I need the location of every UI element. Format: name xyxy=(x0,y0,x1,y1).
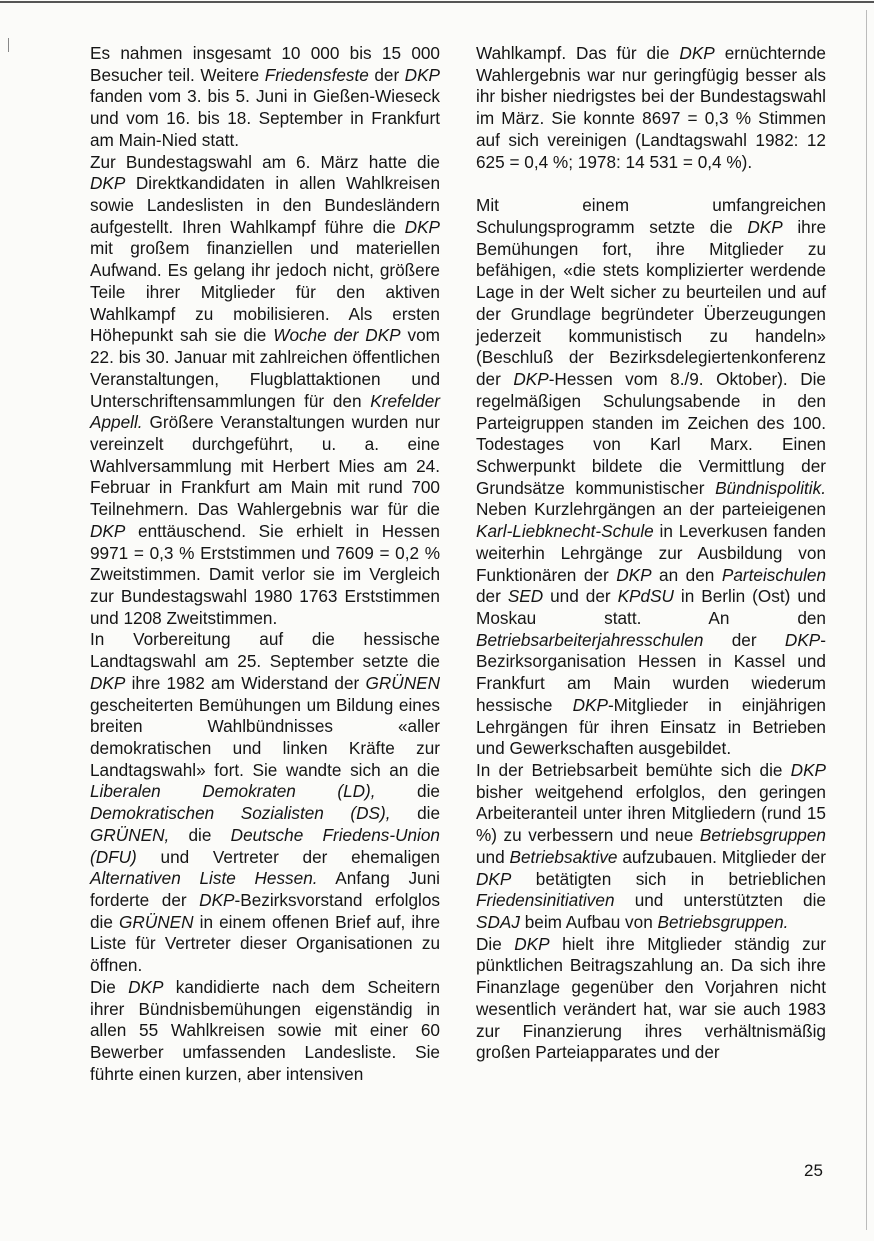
text-run: aufzubauen. Mitglieder der xyxy=(617,846,826,867)
emphasized-term: Betriebsarbeiterjahresschulen xyxy=(476,629,704,650)
left-text-column xyxy=(90,43,440,1086)
top-edge-rule xyxy=(0,1,874,3)
text-run: ihre Bemühungen fort, ihre Mitglieder zu befähigen, «die stets komplizierter werdende Lage in der Welt sicher zu beurteilen und auf der Grundlage begründeter Überzeugungen jederzeit kommunistisch zu handeln» (Beschluß der Bezirksdelegiertenkonferenz der xyxy=(476,217,827,390)
text-run: Neben Kurzlehrgängen an der parteieigenen xyxy=(476,499,826,520)
text-run: -Bezirksvorstand erfolglos die xyxy=(90,890,440,932)
text-run: vom 22. bis 30. Januar mit zahlreichen öffentlichen Veranstaltungen, Flugblattaktionen und Unterschriftensammlungen für den xyxy=(90,325,440,411)
text-run: enttäuschend. Sie erhielt in Hessen 9971 = 0,3 % Erststimmen und 7609 = 0,2 % Zweitstimmen. Damit verlor sie im Vergleich zur Bundestagswahl 1980 1763 Erststimmen und 1208 Zweitstimmen. xyxy=(90,520,440,628)
emphasized-term: Demokratischen Sozialisten (DS), xyxy=(90,803,391,824)
paragraph xyxy=(90,152,440,630)
page-number: 25 xyxy=(804,1161,823,1180)
emphasized-term: SDAJ xyxy=(476,912,520,933)
text-run: und Vertreter der ehemaligen xyxy=(136,846,440,867)
paragraph xyxy=(476,934,826,1064)
text-run: an den xyxy=(651,564,722,585)
emphasized-term: Betriebsgruppen xyxy=(699,825,826,846)
text-run: hielt ihre Mitglieder ständig zur pünktlichen Beitragszahlung an. Da sich ihre Finanzlage gegenüber den Vorjahren nicht wesentlich verändert hat, war sie auch 1983 zur Finanzierung ihres verhältnismäßig großen Parteiapparates und der xyxy=(476,933,826,1063)
emphasized-term: DKP xyxy=(572,694,608,715)
paragraph xyxy=(476,43,826,173)
text-run: Direktkandidaten in allen Wahlkreisen sowie Landeslisten in den Bundesländern aufgestellt. Ihren Wahlkampf führe die xyxy=(90,173,440,237)
emphasized-term: Betriebsaktive xyxy=(509,846,618,867)
emphasized-term: GRÜNEN xyxy=(119,911,194,932)
text-run: die xyxy=(169,824,231,845)
emphasized-term: DKP xyxy=(404,64,440,85)
text-run: Wahlkampf. Das für die xyxy=(476,43,680,63)
text-run: in Leverkusen fanden weiterhin Lehrgänge zur Ausbildung von Funktionären der xyxy=(476,521,826,585)
text-run: gescheiterten Bemühungen um Bildung eines breiten Wahlbündnisses «aller demokratischen und linken Kräfte zur Landtagswahl» fort. Sie wandte sich an die xyxy=(90,694,440,780)
scan-right-edge xyxy=(866,10,867,1230)
emphasized-term: Friedensfeste xyxy=(264,64,369,85)
text-run: die xyxy=(390,803,441,824)
emphasized-term: Krefelder Appell. xyxy=(90,390,440,433)
paragraph xyxy=(90,629,440,977)
emphasized-term: Liberalen Demokraten (LD), xyxy=(90,781,376,802)
emphasized-term: DKP xyxy=(513,369,549,390)
emphasized-term: DKP xyxy=(128,976,164,997)
right-text-column xyxy=(476,43,826,1064)
text-run: mit großem finanziellen und materiellen Aufwand. Es gelang ihr jedoch nicht, größere Teile ihrer Mitglieder für den aktiven Wahlkampf zu mobilisieren. Als ersten Höhepunkt sah sie die xyxy=(90,238,440,346)
text-run: kandidierte nach dem Scheitern ihrer Bündnisbemühungen eigenständig in allen 55 Wahlkreisen sowie mit einer 60 Bewerber umfassenden Landesliste. Sie führte einen kurzen, aber intensiven xyxy=(90,976,440,1084)
text-run: und unterstützten die xyxy=(614,890,826,911)
text-run: der xyxy=(368,64,405,85)
emphasized-term: Karl-Liebknecht-Schule xyxy=(476,521,654,542)
text-run: Es nahmen insgesamt 10 000 bis 15 000 Besucher teil. Weitere xyxy=(90,43,440,85)
emphasized-term: Parteischulen xyxy=(721,564,826,585)
text-run: in Berlin (Ost) und Moskau statt. An den xyxy=(476,586,826,628)
emphasized-term: Alternativen Liste Hessen. xyxy=(90,868,318,889)
emphasized-term: DKP xyxy=(90,672,126,693)
text-run: bisher weitgehend erfolglos, den geringen Arbeiteranteil unter ihren Mitgliedern (rund 15 %) zu verbessern und neue xyxy=(476,781,826,846)
text-run: der xyxy=(476,586,508,607)
paragraph xyxy=(476,195,826,760)
emphasized-term: DKP xyxy=(90,173,126,194)
emphasized-term: SED xyxy=(507,586,544,607)
emphasized-term: DKP xyxy=(679,43,715,63)
scan-margin-mark xyxy=(8,38,9,52)
text-run: In Vorbereitung auf die hessische Landtagswahl am 25. September setzte die xyxy=(90,629,440,672)
text-run: betätigten sich in betrieblichen xyxy=(511,868,826,889)
text-run: ernüchternde Wahlergebnis war nur geringfügig besser als ihr bisher niedrigstes bei der Bundestagswahl im März. Sie konnte 8697 = 0,3 % Stimmen auf sich vereinigen (Landtagswahl 1982: 12 625 = 0,4 %; 1978: 14 531 = 0,4 %). xyxy=(476,43,826,172)
emphasized-term: GRÜNEN xyxy=(365,672,440,693)
emphasized-term: DKP xyxy=(476,868,512,889)
text-run: Die xyxy=(476,933,515,954)
text-run: Größere Veranstaltungen wurden nur vereinzelt durchgeführt, u. a. eine Wahlversammlung mit Herbert Mies am 24. Februar in Frankfurt am Main mit rund 700 Teilnehmern. Das Wahlergebnis war für die xyxy=(90,412,440,520)
emphasized-term: DKP xyxy=(790,760,826,780)
text-run: -Hessen vom 8./9. Oktober). Die regelmäßigen Schulungsabende in den Parteigruppen standen im Zeichen des 100. Todestages von Karl Marx. Einen Schwerpunkt bildete die Vermittlung der Grundsätze kommunistischer xyxy=(476,369,826,498)
text-run: fanden vom 3. bis 5. Juni in Gießen-Wieseck und vom 16. bis 18. September in Frankfurt am Main-Nied statt. xyxy=(90,86,440,150)
emphasized-term: Betriebsgruppen. xyxy=(657,912,789,933)
emphasized-term: DKP xyxy=(514,933,550,954)
emphasized-term: Deutsche Friedens-Union (DFU) xyxy=(90,824,440,867)
emphasized-term: Bündnispolitik. xyxy=(715,477,826,498)
emphasized-term: DKP xyxy=(784,629,821,650)
emphasized-term: DKP xyxy=(90,520,126,541)
text-run: und xyxy=(476,846,510,867)
emphasized-term: GRÜNEN, xyxy=(90,824,170,845)
emphasized-term: DKP xyxy=(199,890,235,911)
emphasized-term: DKP xyxy=(616,564,652,585)
text-run: -Bezirksorganisation Hessen in Kassel und Frankfurt am Main wurden wiederum hessische xyxy=(476,629,826,715)
text-run: ihre 1982 am Widerstand der xyxy=(125,672,366,693)
text-run: -Mitglieder in einjährigen Lehrgängen für ihren Einsatz in Betrieben und Gewerkschaften ausgebildet. xyxy=(476,694,826,759)
paragraph xyxy=(476,760,826,934)
emphasized-term: KPdSU xyxy=(617,586,674,607)
text-run: Anfang Juni forderte der xyxy=(90,868,440,911)
emphasized-term: DKP xyxy=(747,217,783,238)
text-run: beim Aufbau von xyxy=(519,912,658,933)
text-run: Zur Bundestagswahl am 6. März hatte die xyxy=(90,151,440,172)
text-run: Die xyxy=(90,976,129,997)
emphasized-term: Woche der DKP xyxy=(273,325,401,346)
paragraph xyxy=(90,43,440,152)
text-run: In der Betriebsarbeit bemühte sich die xyxy=(476,760,791,780)
emphasized-term: Friedensinitiativen xyxy=(476,890,615,911)
text-run: der xyxy=(703,629,785,650)
text-run: die xyxy=(375,781,440,802)
text-run: in einem offenen Brief auf, ihre Liste für Vertreter dieser Organisationen zu öffnen. xyxy=(90,911,441,976)
text-run: Mit einem umfangreichen Schulungsprogramm setzte die xyxy=(476,195,826,238)
text-run: und der xyxy=(543,586,618,607)
emphasized-term: DKP xyxy=(404,216,440,237)
paragraph xyxy=(90,977,440,1086)
